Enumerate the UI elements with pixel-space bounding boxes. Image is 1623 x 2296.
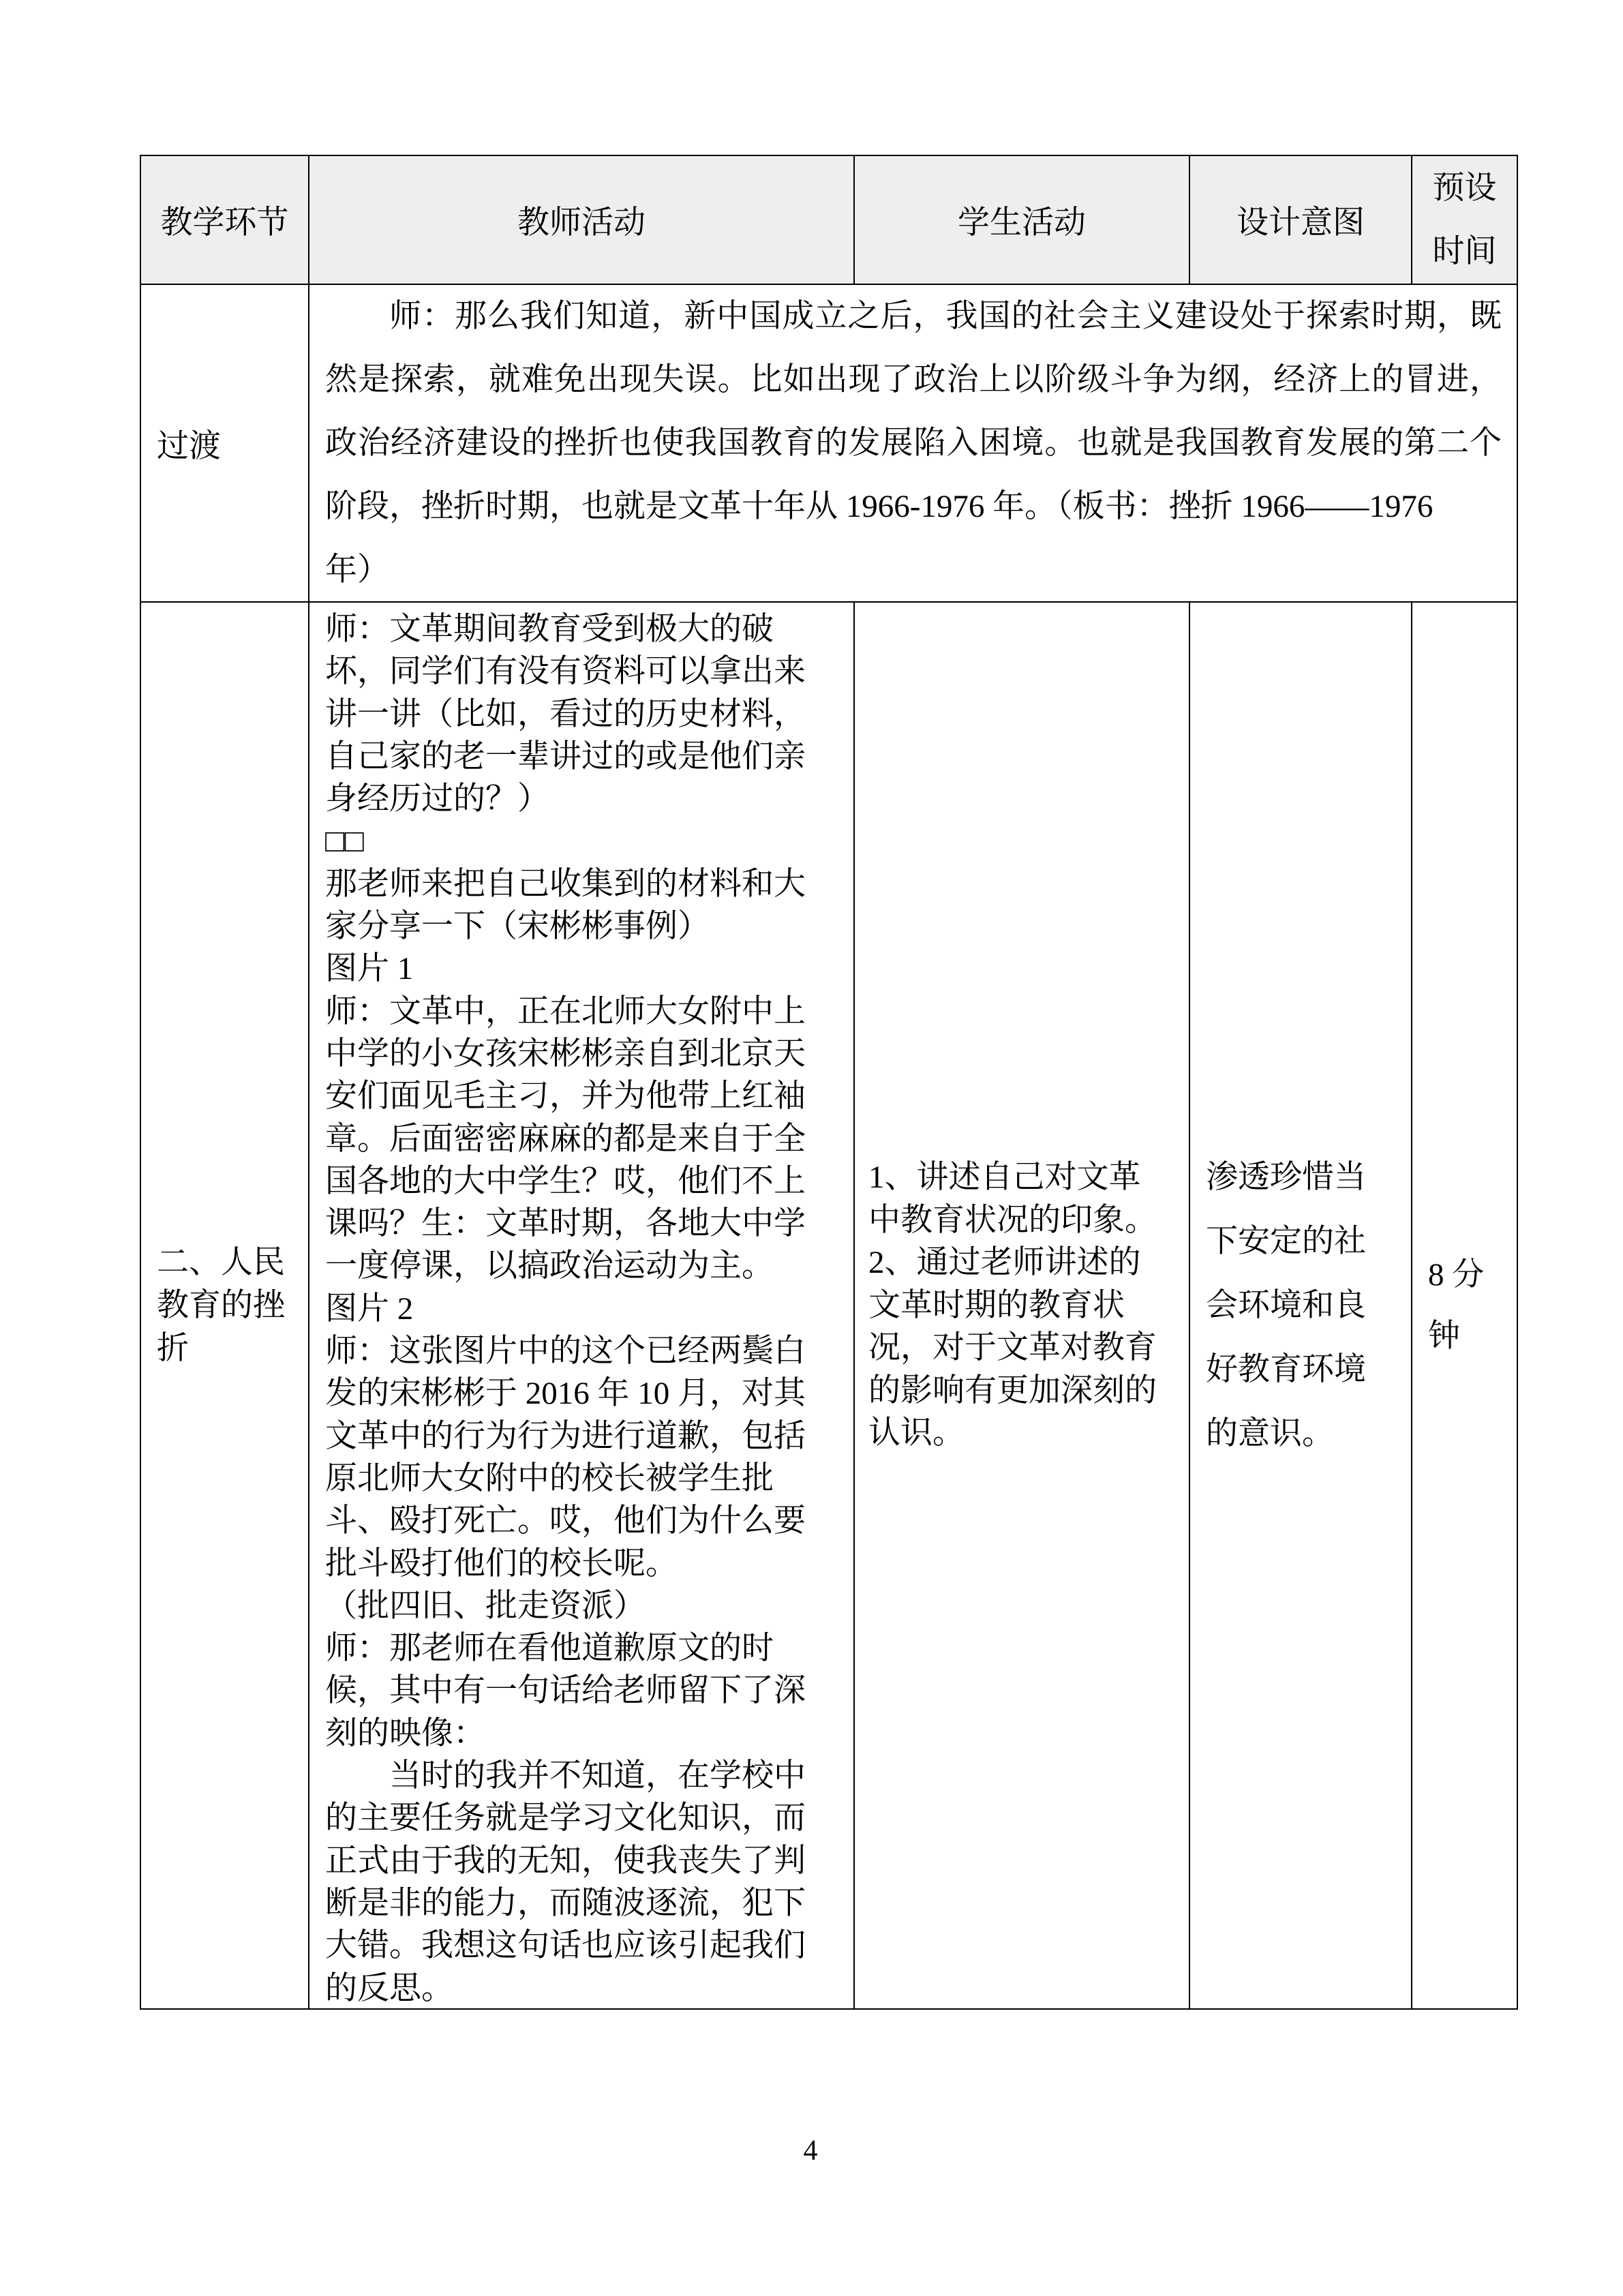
header-time-label-line: 预设 — [1432, 170, 1497, 206]
teacher-activity-line: 国各地的大中学生？哎，他们不上 — [325, 1163, 806, 1199]
teacher-activity-line: 图片 1 — [325, 951, 414, 987]
transition-text-line: 阶段，挫折时期，也就是文革十年从 1966-1976 年。（板书：挫折 1966——1976 — [325, 488, 1434, 524]
student-activity-line: 的影响有更加深刻的 — [868, 1372, 1157, 1408]
teacher-activity-line: 原北师大女附中的校长被学生批 — [325, 1460, 774, 1496]
design-intent-line: 好教育环境 — [1206, 1352, 1366, 1387]
header-intent-label: 设计意图 — [1237, 205, 1365, 241]
student-activity-line: 文革时期的教育状 — [868, 1287, 1125, 1323]
header-time-cell — [1411, 155, 1518, 285]
teacher-activity-line: 大错。我想这句话也应该引起我们 — [325, 1928, 806, 1964]
teacher-activity-line: □□ — [325, 824, 364, 860]
header-stage-label: 教学环节 — [160, 205, 289, 241]
teacher-activity-line: 断是非的能力，而随波逐流，犯下 — [325, 1885, 806, 1921]
teacher-activity-line: 安们面见毛主刁，并为他带上红袖 — [325, 1078, 806, 1115]
teacher-activity-line: （批四旧、批走资派） — [325, 1588, 646, 1624]
teacher-activity-line: 那老师来把自己收集到的材料和大 — [325, 866, 806, 902]
header-student-label: 学生活动 — [958, 205, 1086, 241]
page-number: 4 — [803, 2135, 818, 2166]
teacher-activity-line: 章。后面密密麻麻的都是来自于全 — [325, 1121, 806, 1157]
teacher-activity-line: 课吗？生：文革时期，各地大中学 — [325, 1206, 806, 1242]
teacher-activity-line: 一度停课，以搞政治运动为主。 — [325, 1248, 774, 1284]
preset-time-line: 钟 — [1428, 1318, 1460, 1354]
teacher-activity-line: 坏，同学们有没有资料可以拿出来 — [325, 654, 806, 690]
design-intent-line: 会环境和良 — [1206, 1288, 1366, 1323]
student-activity-line: 2、通过老师讲述的 — [868, 1245, 1141, 1281]
teacher-activity-line: 家分享一下（宋彬彬事例） — [325, 909, 710, 945]
transition-stage-cell — [140, 284, 309, 603]
transition-text-line: 然是探索，就难免出现失误。比如出现了政治上以阶级斗争为纲，经济上的冒进， — [325, 361, 1502, 397]
teacher-activity-line: 师：那老师在看他道歉原文的时 — [325, 1631, 774, 1667]
student-activity-line: 况，对于文革对教育 — [868, 1330, 1157, 1366]
teacher-activity-line: 正式由于我的无知，使我丧失了判 — [325, 1843, 806, 1879]
transition-stage-label: 过渡 — [157, 428, 221, 464]
teacher-activity-line: 刻的映像： — [325, 1715, 485, 1751]
teacher-activity-line: 斗、殴打死亡。哎，他们为什么要 — [325, 1503, 806, 1539]
teacher-activity-line: 师：文革中，正在北师大女附中上 — [325, 993, 806, 1029]
design-intent-line: 渗透珍惜当 — [1206, 1160, 1366, 1195]
header-intent-cell — [1189, 155, 1412, 285]
section2-intent-cell — [1189, 601, 1412, 2010]
teacher-activity-line: 图片 2 — [325, 1290, 414, 1327]
header-teacher-label: 教师活动 — [517, 205, 646, 241]
teacher-activity-line: 文革中的行为行为进行道歉，包括 — [325, 1418, 806, 1454]
teacher-activity-line: 自己家的老一辈讲过的或是他们亲 — [325, 738, 806, 774]
teacher-activity-line: 候，其中有一句话给老师留下了深 — [325, 1673, 806, 1709]
teacher-activity-line: 的主要任务就是学习文化知识，而 — [325, 1800, 806, 1837]
teacher-activity-line: 批斗殴打他们的校长呢。 — [325, 1545, 678, 1582]
header-teacher-cell — [308, 155, 855, 285]
teacher-activity-line: 发的宋彬彬于 2016 年 10 月，对其 — [325, 1376, 806, 1412]
preset-time-line: 8 分 — [1428, 1257, 1485, 1293]
design-intent-line: 下安定的社 — [1206, 1224, 1366, 1259]
teacher-activity-line: 师：文革期间教育受到极大的破 — [325, 611, 774, 647]
header-student-cell — [853, 155, 1190, 285]
transition-text-line: 政治经济建设的挫折也使我国教育的发展陷入困境。也就是我国教育发展的第二个 — [325, 425, 1502, 461]
teacher-activity-line: 当时的我并不知道，在学校中 — [389, 1758, 806, 1794]
section2-student-cell — [853, 601, 1190, 2010]
transition-text-line: 年） — [325, 552, 389, 588]
teacher-activity-line: 讲一讲（比如，看过的历史材料， — [325, 696, 806, 732]
header-time-label-line: 时间 — [1432, 233, 1497, 269]
section2-stage-line: 折 — [157, 1330, 189, 1366]
teacher-activity-line: 师：这张图片中的这个已经两鬓白 — [325, 1333, 806, 1370]
section2-teacher-cell — [308, 601, 855, 2010]
student-activity-line: 中教育状况的印象。 — [868, 1202, 1157, 1238]
section2-time-cell — [1411, 601, 1518, 2010]
teacher-activity-line: 的反思。 — [325, 1970, 453, 2006]
student-activity-line: 认识。 — [868, 1415, 965, 1451]
section2-stage-line: 教育的挫 — [157, 1287, 285, 1323]
teacher-activity-line: 身经历过的？） — [325, 781, 549, 817]
section2-stage-line: 二、人民 — [157, 1244, 285, 1280]
design-intent-line: 的意识。 — [1206, 1416, 1334, 1451]
header-stage-cell — [140, 155, 309, 285]
transition-teacher-cell — [308, 284, 1518, 603]
section2-stage-cell — [140, 601, 309, 2010]
teacher-activity-line: 中学的小女孩宋彬彬亲自到北京天 — [325, 1036, 806, 1072]
student-activity-line: 1、讲述自己对文革 — [868, 1160, 1141, 1196]
transition-text-line: 师：那么我们知道，新中国成立之后，我国的社会主义建设处于探索时期，既 — [389, 298, 1502, 334]
